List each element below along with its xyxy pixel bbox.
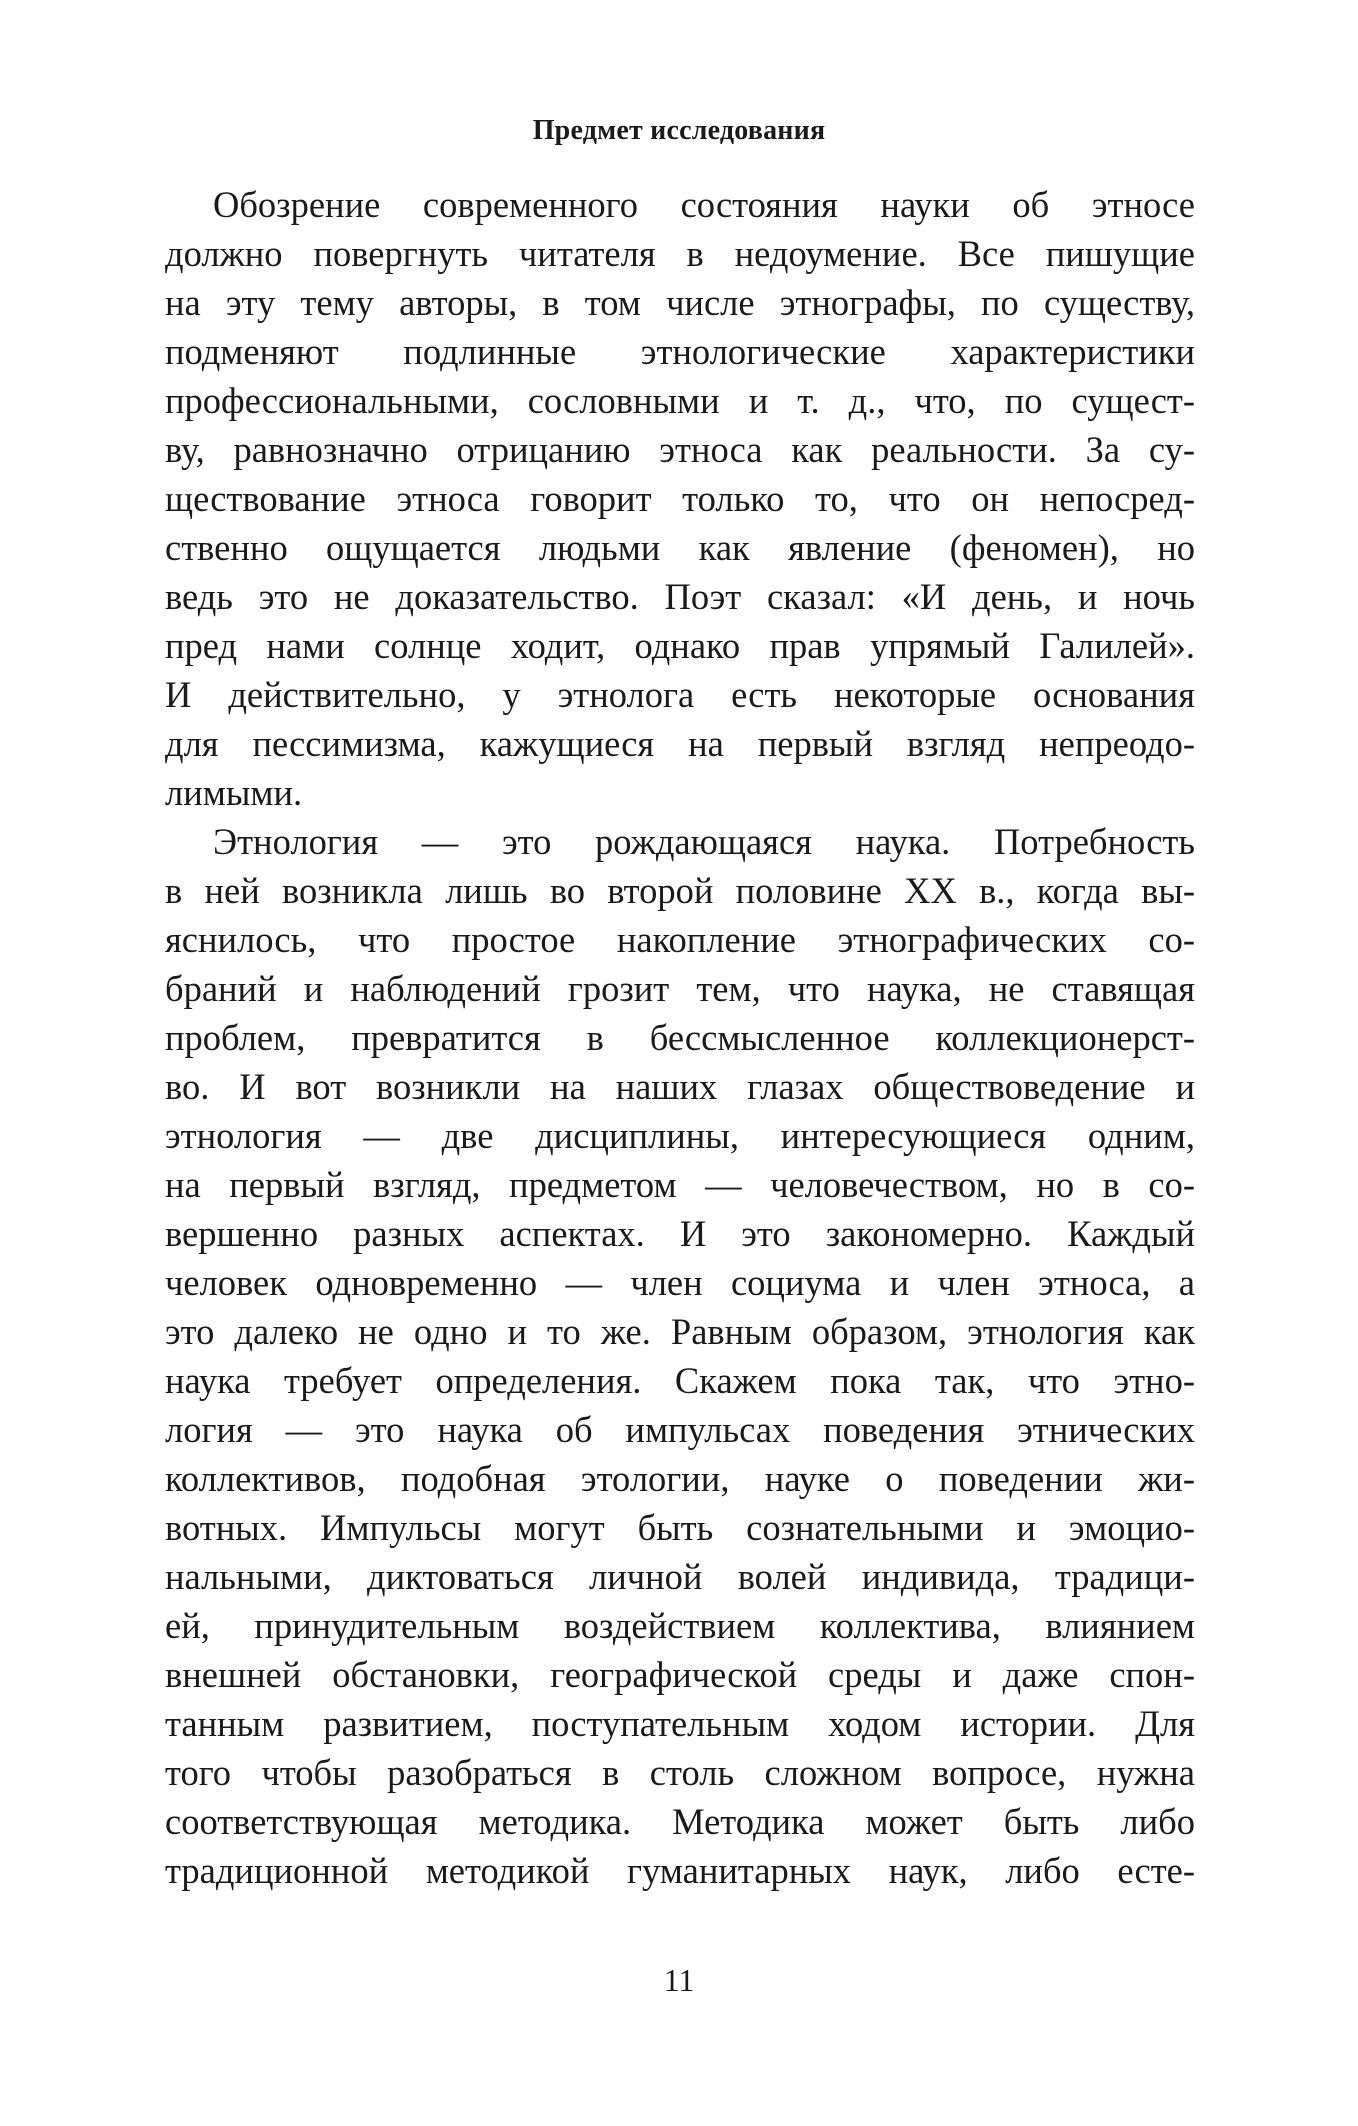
text-line: браний и наблюдений грозит тем, что наука, не ставящая bbox=[165, 968, 1195, 1009]
text-line: танным развитием, поступательным ходом истории. Для bbox=[165, 1703, 1195, 1744]
text-line: в ней возникла лишь во второй половине XX в., когда вы- bbox=[165, 870, 1195, 911]
text-line: Обозрение современного состояния науки об этносе bbox=[213, 184, 1195, 225]
running-head: Предмет исследования bbox=[532, 115, 826, 146]
text-line: проблем, превратится в бессмысленное коллекционерст- bbox=[165, 1017, 1195, 1058]
text-line: ву, равнозначно отрицанию этноса как реальности. За су- bbox=[165, 429, 1195, 470]
text-line: на эту тему авторы, в том числе этнографы, по существу, bbox=[165, 282, 1195, 323]
text-line: ществование этноса говорит только то, что он непосред- bbox=[165, 478, 1195, 519]
text-line: человек одновременно — член социума и член этноса, а bbox=[165, 1262, 1195, 1303]
text-line: ственно ощущается людьми как явление (феномен), но bbox=[165, 527, 1195, 568]
text-line: Этнология — это рождающаяся наука. Потребность bbox=[213, 821, 1195, 862]
text-line: вотных. Импульсы могут быть сознательными и эмоцио- bbox=[165, 1507, 1195, 1548]
text-line: традиционной методикой гуманитарных наук, либо есте- bbox=[165, 1850, 1195, 1891]
text-line: того чтобы разобраться в столь сложном вопросе, нужна bbox=[165, 1752, 1195, 1793]
text-line: логия — это наука об импульсах поведения этнических bbox=[165, 1409, 1195, 1450]
text-line: вершенно разных аспектах. И это закономерно. Каждый bbox=[165, 1213, 1195, 1254]
text-line: соответствующая методика. Методика может быть либо bbox=[165, 1801, 1195, 1842]
text-line: подменяют подлинные этнологические характеристики bbox=[165, 331, 1195, 372]
text-line-last: лимыми. bbox=[165, 772, 303, 813]
text-line: коллективов, подобная этологии, науке о поведении жи- bbox=[165, 1458, 1195, 1499]
text-line: нальными, диктоваться личной волей индивида, традици- bbox=[165, 1556, 1195, 1597]
text-line: яснилось, что простое накопление этнографических со- bbox=[165, 919, 1195, 960]
text-line: это далеко не одно и то же. Равным образом, этнология как bbox=[165, 1311, 1195, 1352]
text-line: пред нами солнце ходит, однако прав упрямый Галилей». bbox=[165, 625, 1195, 666]
text-line: во. И вот возникли на наших глазах обществоведение и bbox=[165, 1066, 1195, 1107]
text-line: для пессимизма, кажущиеся на первый взгляд непреодо- bbox=[165, 723, 1195, 764]
text-line: на первый взгляд, предметом — человечеством, но в со- bbox=[165, 1164, 1195, 1205]
text-line: должно повергнуть читателя в недоумение. Все пишущие bbox=[165, 233, 1195, 274]
text-line: ведь это не доказательство. Поэт сказал: «И день, и ночь bbox=[165, 576, 1195, 617]
page-number: 11 bbox=[663, 1962, 695, 1998]
body-text bbox=[165, 180, 1195, 1895]
text-line: внешней обстановки, географической среды и даже спон- bbox=[165, 1654, 1195, 1695]
text-line: профессиональными, сословными и т. д., что, по сущест- bbox=[165, 380, 1195, 421]
text-line: этнология — две дисциплины, интересующиеся одним, bbox=[165, 1115, 1195, 1156]
text-line: И действительно, у этнолога есть некоторые основания bbox=[165, 674, 1195, 715]
text-line: наука требует определения. Скажем пока так, что этно- bbox=[165, 1360, 1195, 1401]
text-line: ей, принудительным воздействием коллектива, влиянием bbox=[165, 1605, 1195, 1646]
